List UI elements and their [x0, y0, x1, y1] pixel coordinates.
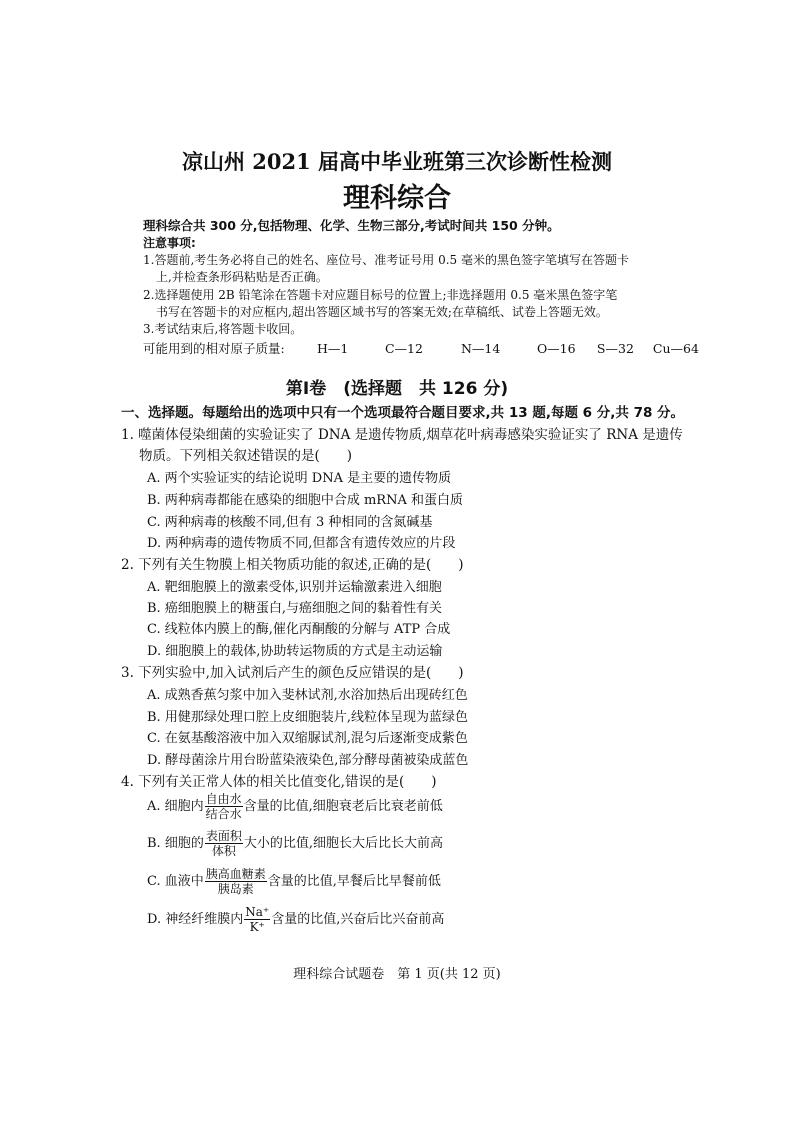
section-title: 第Ⅰ卷 (选择题 共 126 分) [285, 379, 509, 399]
question-4-stem: 4. 下列有关正常人体的相关比值变化,错误的是( ) [121, 774, 437, 790]
question-4-option-d [147, 905, 444, 934]
question-1-stem: 1. 噬菌体侵染细菌的实验证实了 DNA 是遗传物质,烟草花叶病毒感染实验证实了 RNA 是遗传 [121, 427, 683, 443]
question-2-option-b: B. 癌细胞膜上的糖蛋白,与癌细胞之间的黏着性有关 [147, 601, 442, 616]
question-2-option-c: C. 线粒体内膜上的酶,催化丙酮酸的分解与 ATP 合成 [147, 622, 451, 637]
question-2-option-a: A. 靶细胞膜上的激素受体,识别并运输激素进入细胞 [147, 580, 442, 595]
atomic-mass-item: H—1 [316, 341, 349, 356]
ratio-fraction [205, 867, 267, 896]
fraction-numerator: 自由水 [205, 792, 242, 806]
atomic-masses [143, 339, 699, 357]
option-a-prefix: A. 细胞内 [147, 799, 204, 814]
note-item-2: 2.选择题使用 2B 铅笔涂在答题卡对应题目标号的位置上;非选择题用 0.5 毫米黑色签字笔 [143, 288, 618, 302]
fraction-numerator: 表面积 [205, 829, 242, 843]
fraction-denominator: 结合水 [205, 807, 242, 821]
question-4-option-a [147, 792, 443, 821]
note-item-2-cont: 书写在答题卡的对应框内,超出答题区域书写的答案无效;在草稿纸、试卷上答题无效。 [156, 305, 608, 319]
subject-title: 理科综合 [343, 183, 451, 214]
part-instructions: 一、选择题。每题给出的选项中只有一个选项最符合题目要求,共 13 题,每题 6 分,共 78 分。 [121, 405, 685, 421]
question-3-option-b: B. 用健那绿处理口腔上皮细胞装片,线粒体呈现为蓝绿色 [147, 710, 468, 725]
exam-title: 凉山州 2021 届高中毕业班第三次诊断性检测 [181, 149, 613, 174]
question-1-option-b: B. 两种病毒都能在感染的细胞中合成 mRNA 和蛋白质 [147, 493, 463, 508]
question-3-option-a: A. 成熟香蕉匀浆中加入斐林试剂,水浴加热后出现砖红色 [147, 688, 468, 703]
option-c-prefix: C. 血液中 [147, 874, 204, 889]
question-4-option-c [147, 867, 441, 896]
note-item-1-cont: 上,并检查条形码粘贴是否正确。 [156, 270, 328, 284]
option-b-suffix: 大小的比值,细胞长大后比长大前高 [243, 836, 443, 851]
question-4-option-b [147, 829, 443, 858]
fraction-denominator: 胰岛素 [217, 882, 254, 896]
question-3-option-d: D. 酵母菌涂片用台盼蓝染液染色,部分酵母菌被染成蓝色 [147, 753, 469, 768]
ratio-fraction [244, 905, 270, 934]
question-1-option-c: C. 两种病毒的核酸不同,但有 3 种相同的含氮碱基 [147, 515, 433, 530]
note-item-3: 3.考试结束后,将答题卡收回。 [143, 322, 303, 336]
question-1-stem-cont: 物质。下列相关叙述错误的是( ) [139, 448, 353, 464]
atomic-masses-label: 可能用到的相对原子质量: [143, 341, 285, 356]
atomic-mass-item: Cu—64 [652, 341, 699, 356]
question-3-stem: 3. 下列实验中,加入试剂后产生的颜色反应错误的是( ) [121, 665, 464, 681]
option-d-suffix: 含量的比值,兴奋后比兴奋前高 [271, 912, 445, 927]
option-d-prefix: D. 神经纤维膜内 [147, 912, 244, 927]
option-b-prefix: B. 细胞的 [147, 836, 204, 851]
question-2-option-d: D. 细胞膜上的载体,协助转运物质的方式是主动运输 [147, 644, 443, 659]
fraction-denominator: K⁺ [249, 920, 265, 934]
page-footer: 理科综合试题卷 第 1 页(共 12 页) [293, 967, 501, 982]
note-item-1: 1.答题前,考生务必将自己的姓名、座位号、准考证号用 0.5 毫米的黑色签字笔填写在答题卡 [143, 253, 629, 267]
atomic-mass-item: O—16 [536, 341, 576, 356]
ratio-fraction [205, 792, 243, 821]
ratio-fraction [205, 829, 243, 858]
atomic-mass-item: C—12 [384, 341, 423, 356]
atomic-mass-item: S—32 [596, 341, 634, 356]
atomic-mass-item: N—14 [460, 341, 501, 356]
fraction-numerator: 胰高血糖素 [205, 867, 266, 881]
fraction-numerator: Na⁺ [245, 905, 270, 919]
option-c-suffix: 含量的比值,早餐后比早餐前低 [267, 874, 441, 889]
exam-intro: 理科综合共 300 分,包括物理、化学、生物三部分,考试时间共 150 分钟。 [143, 218, 560, 233]
question-2-stem: 2. 下列有关生物膜上相关物质功能的叙述,正确的是( ) [121, 557, 464, 573]
question-3-option-c: C. 在氨基酸溶液中加入双缩脲试剂,混匀后逐渐变成紫色 [147, 731, 468, 746]
fraction-denominator: 体积 [211, 844, 236, 858]
question-1-option-a: A. 两个实验证实的结论说明 DNA 是主要的遗传物质 [147, 471, 452, 486]
option-a-suffix: 含量的比值,细胞衰老后比衰老前低 [243, 799, 443, 814]
question-1-option-d: D. 两种病毒的遗传物质不同,但都含有遗传效应的片段 [147, 536, 456, 551]
notes-heading: 注意事项: [143, 236, 196, 250]
